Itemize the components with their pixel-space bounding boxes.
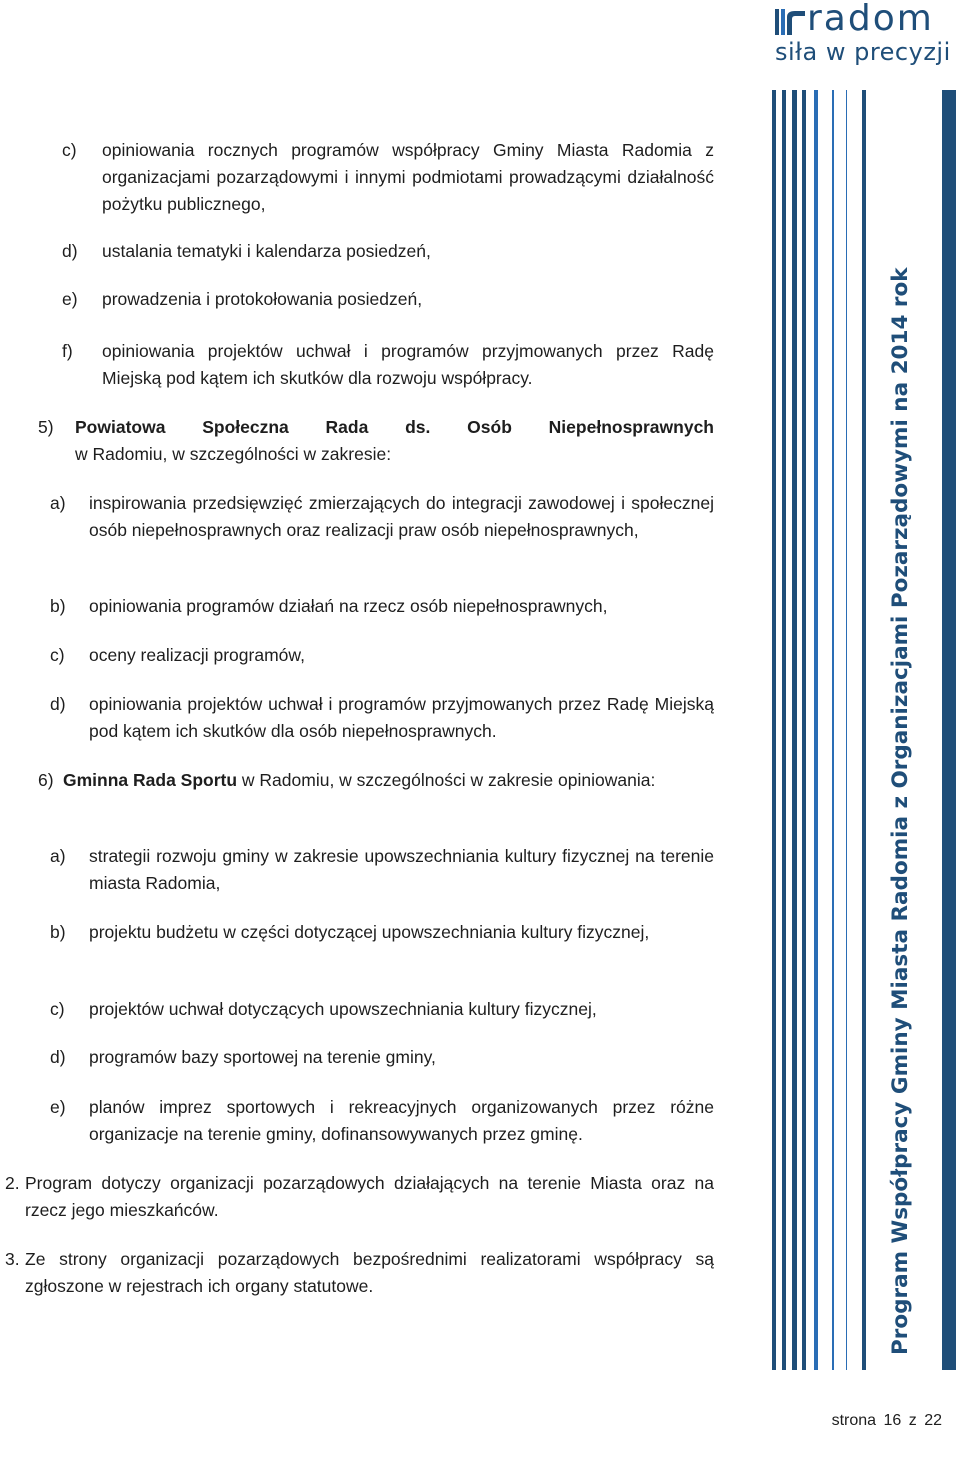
page-separator: z [908, 1412, 917, 1429]
list-item-text: strategii rozwoju gminy w zakresie upowszechniania kultury fizycznej na terenie miasta Radomia, [89, 846, 714, 893]
section-number: 6) [38, 770, 54, 790]
section-title-rest: w Radomiu, w szczególności w zakresie: [75, 444, 392, 464]
page-prefix: strona [831, 1412, 877, 1429]
radom-logo-mark-icon [775, 9, 805, 35]
list-item-text: oceny realizacji programów, [89, 645, 305, 665]
list-item-label: c) [50, 645, 65, 665]
list-item-label: d) [50, 1047, 66, 1067]
list-item [50, 843, 714, 897]
list-item-text: ustalania tematyki i kalendarza posiedzeń, [102, 241, 431, 261]
list-item-text: inspirowania przedsięwzięć zmierzających do integracji zawodowej i społecznej osób niepełnosprawnych oraz realizacji praw osób niepełnosprawnych, [89, 493, 714, 540]
list-item-text: prowadzenia i protokołowania posiedzeń, [102, 289, 423, 309]
section-title-bold: Gminna Rada Sportu [63, 770, 238, 790]
numbered-point [5, 1170, 714, 1224]
list-item [50, 919, 714, 946]
list-item-label: a) [50, 493, 66, 513]
page-current: 16 [883, 1412, 902, 1429]
list-item [50, 1044, 714, 1071]
logo-tagline: siła w precyzji [775, 38, 951, 66]
page-number [832, 1412, 942, 1430]
numbered-point [5, 1246, 714, 1300]
list-item [50, 593, 714, 620]
point-number: 2. [5, 1173, 20, 1193]
list-item-label: c) [62, 140, 77, 160]
list-item-text: projektów uchwał dotyczących upowszechniania kultury fizycznej, [89, 999, 597, 1019]
section-heading-text [63, 767, 714, 794]
list-item-text: opiniowania rocznych programów współpracy Gminy Miasta Radomia z organizacjami pozarządowymi i innymi podmiotami prowadzącymi działalność pożytku publicznego, [102, 140, 714, 214]
section-title-bold: Powiatowa Społeczna Rada ds. Osób Niepełnosprawnych [75, 417, 714, 437]
list-item [62, 238, 714, 265]
list-item-label: e) [62, 289, 78, 309]
list-item-label: d) [50, 694, 66, 714]
section-title-rest: w Radomiu, w szczególności w zakresie opiniowania: [241, 770, 656, 790]
list-item-label: a) [50, 846, 66, 866]
list-item-text: opiniowania projektów uchwał i programów przyjmowanych przez Radę Miejską pod kątem ich skutków dla rozwoju współpracy. [102, 341, 714, 388]
list-item [62, 286, 714, 313]
list-item-text: programów bazy sportowej na terenie gminy, [89, 1047, 436, 1067]
list-item [50, 996, 714, 1023]
list-item [62, 137, 714, 218]
list-item-text: opiniowania programów działań na rzecz osób niepełnosprawnych, [89, 596, 608, 616]
list-item [50, 642, 714, 669]
list-item-text: projektu budżetu w części dotyczącej upowszechniania kultury fizycznej, [89, 922, 650, 942]
section-heading-5 [38, 414, 714, 468]
point-number: 3. [5, 1249, 20, 1269]
list-item [50, 490, 714, 544]
list-item [50, 1094, 714, 1148]
section-heading-6 [38, 767, 714, 794]
list-item-label: c) [50, 999, 65, 1019]
section-number: 5) [38, 417, 54, 437]
list-item-label: d) [62, 241, 78, 261]
list-item-label: b) [50, 922, 66, 942]
point-text: Program dotyczy organizacji pozarządowych działających na terenie Miasta oraz na rzecz jego mieszkańców. [25, 1173, 714, 1220]
section-heading-text [75, 414, 714, 468]
decorative-stripes [772, 90, 956, 1370]
logo-wordmark: radom [807, 0, 934, 39]
list-item-label: b) [50, 596, 66, 616]
side-title: Program Współpracy Gminy Miasta Radomia z Organizacjami Pozarządowymi na 2014 rok [888, 267, 913, 1355]
list-item-text: opiniowania projektów uchwał i programów przyjmowanych przez Radę Miejską pod kątem ich skutków dla osób niepełnosprawnych. [89, 694, 714, 741]
point-text: Ze strony organizacji pozarządowych bezpośrednimi realizatorami współpracy są zgłoszone w rejestrach ich organy statutowe. [25, 1249, 714, 1296]
list-item-label: f) [62, 341, 73, 361]
list-item-text: planów imprez sportowych i rekreacyjnych organizowanych przez różne organizacje na terenie gminy, dofinansowywanych przez gminę. [89, 1097, 714, 1144]
list-item-label: e) [50, 1097, 66, 1117]
list-item [50, 691, 714, 745]
radom-logo [775, 0, 955, 68]
page-total: 22 [924, 1412, 942, 1429]
list-item [62, 338, 714, 392]
